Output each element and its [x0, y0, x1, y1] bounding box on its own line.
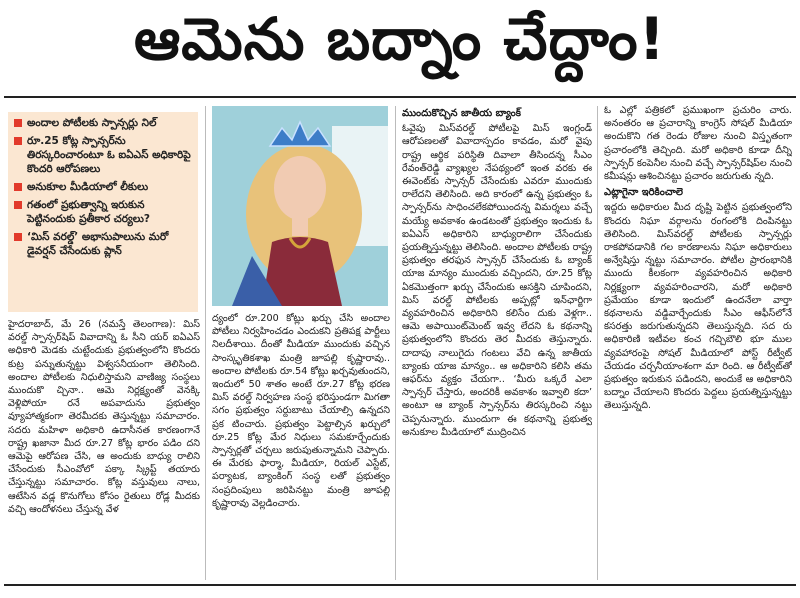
highlight-item: గతంలో ప్రభుత్వాన్ని ఇరుకున పెట్టినందుకు ప్రతీకార చర్యలు? [14, 198, 192, 226]
highlight-item: రూ.25 కోట్ల స్పాన్సర్‌ను తిరస్కరించారంటూ ఓ ఐఏఎస్ అధికారిపై కొందరి ఆరోపణలు [14, 134, 192, 176]
highlight-item: అందాల పోటీలకు స్పాన్సర్లు నిల్ [14, 116, 192, 130]
headline: ఆమెను బద్నాం చేద్దాం! [133, 4, 667, 73]
bullet-icon [14, 201, 22, 209]
subheading: ముందుకొచ్చిన జాతీయ బ్యాంక్ [402, 108, 521, 119]
highlight-item: అనుకూల మీడియాలో లీకులు [14, 180, 192, 194]
body-text: ఇద్దరు అధికారుల మీద దృష్టి పెట్టిన ప్రభుత్వంలోని కొందరు నిఘా వర్గాలను రంగంలోకి దింపినట్టు తెలిసింది. మిస్‌వరల్డ్ పోటీలకు స్పాన్సర్లు రాకపోవడానికి గల కారణాలను నిఘా అధికారులు అన్వేషిస్తు న్నట్టు సమాచారం. పోటీల ప్రారంభానికి ముందు కీలకంగా వ్యవహరించిన అధికారి నిర్లక్ష్యంగా వ్యవహరించారని, మరో అధికారి ప్రమేయం కూడా ఇందులో ఉందనేలా వార్తా కథనాలను వడ్డివార్చేందుకు సీఎం ఆఫీస్‌లోనే కసరత్తు జరుగుతున్నదని తెలుస్తున్నది. సద రు అధికారిణి ఇటీవల కంచ గచ్చిబౌలి భూ ముల వ్యవహారంపై సోషల్ మీడియాలో పోస్ట్ రీట్వీట్ చేయడం చర్చనీయాంశంగా మా రింది. ఆ రీట్వీట్‌తో ప్రభుత్వం ఇరుకున పడిందని, అందుకే ఆ అధికారిని బద్నాం చేయాలని కొందరు పెద్దలు ప్రయత్నిస్తున్నట్టు తెలుస్తున్నది. [604, 202, 792, 412]
article-column-2 [212, 312, 390, 580]
article-column-4 [604, 104, 792, 580]
column-divider [205, 106, 206, 580]
bullet-icon [14, 137, 22, 145]
photo-illustration [212, 106, 388, 306]
body-text: ఓవైపు మిస్‌వరల్డ్ పోటీలపై మిస్ ఇంగ్లండ్ ఆరోపణలతో వివాదాస్పదం కావడం, మరో వైపు రాష్ట్ర ఆర్థిక పరిస్థితి దివాలా తీసిందన్న సీఎం రేవంత్‌రెడ్డి వ్యాఖ్యల నేపథ్యంలో ఇంత వరకు ఈ ఈవెంట్‌కు స్పాన్సర్ చేసేందుకు ఎవరూ ముందుకు రాలేదని తెలిసింది. అది కారంలో ఉన్న ప్రభుత్వం ఓ స్పాన్సర్‌ను సాధించలేకపోయిందన్న విమర్శలు వచ్చే మయ్యే అవకాశం ఉండటంతో ప్రభుత్వం ఇందుకు ఓ ఐఏఎస్ అధికారిని బాధ్యురాలిగా చేసేందుకు ప్రయత్నిస్తున్నట్టు తెలిసింది. అందాల పోటీలకు రాష్ట్ర ప్రభుత్వం తరఫున స్పాన్సర్ చేసేందుకు ఓ బ్యాంక్ యాజ మాన్యం ముందుకు వచ్చిందని, రూ.25 కోట్ల ఏకమొత్తంగా ఖర్చు చేసేందుకు ఆసక్తిని చూపిందని, మిస్ వరల్డ్ పోటీలకు అప్పట్లో ఇన్‌ఛార్జిగా వ్యవహరించిన అధికారిని కలిసేం దుకు వెళ్లగా.. ఆమె అపాయింట్‌మెంట్ ఇవ్వ లేదని ఓ కథనాన్ని ప్రభుత్వంలోని కొందరు తెర మీదకు తెస్తున్నారు. దాదాపు నాలుగైదు గంటలు వేచి ఉన్న జాతీయ బ్యాంకు యాజ మాన్యం.. ఆ అధికారిని కలిసి తమ ఆఫర్‌ను వ్యక్తం చేయగా.. ‘మీరు ఒక్కరే ఎలా స్పాన్సర్ చేస్తారు, అందరికీ అవకాశం ఇవ్వాలి కదా’ అంటూ ఆ బ్యాంక్ స్పాన్సర్‌ను తిరస్కరించి నట్టు చెప్పనున్నారు. ముందుగా ఈ కథనాన్ని ప్రభుత్వ అనుకూల మీడియాలో ముద్రించిన [402, 123, 592, 438]
column-divider [395, 106, 396, 580]
column-divider [597, 106, 598, 580]
body-text: ఓ ఎల్లో పత్రికలో ప్రముఖంగా ప్రచురిం చారు. అనంతరం ఆ ప్రచారాన్ని కాంగ్రెస్ సోషల్ మీడియా అందుకొని గత రెండు రోజుల నుంచి విస్తృతంగా ప్రచారంలోకి తెచ్చింది. మరో అధికారి కూడా దీన్ని స్పాన్సర్ కంపెనీల నుంచి వచ్చే స్పాన్సర్‌షిప్‌ల నుంచి కమీషన్లు ఆశించినట్టు ప్రచారం జరుగుతు న్నది. [604, 105, 792, 183]
article-column-3 [402, 104, 592, 580]
highlight-item: ‘మిస్ వరల్డ్’ అభాసుపాలును మరో డైవర్షన్ చేసేందుకు ప్లాన్ [14, 230, 192, 258]
body-text: హైదరాబాద్, మే 26 (నమస్తే తెలంగాణ): మిస్ వరల్డ్ స్పాన్సర్‌షిప్ వివాదాన్ని ఓ సీని యర్ ఐఏఎస్ అధికారి మెడకు చుట్టేందుకు ప్రభుత్వంలోని కొందరు కుట్ర పన్నుతున్నట్టు విశ్వసనీయంగా తెలిసింది. అందాల పోటీలకు నిధులిస్తామని వాణిజ్య సంస్థలు ముందుకొ చ్చినా.. ఆమె నిర్లక్ష్యంతో వెనక్కి వెళ్లిపోయా రనే అపవాదును ప్రభుత్వం వ్యూహాత్మకంగా తెరమీదకు తెస్తున్నట్టు సమాచారం. సదరు మహిళా అధికారి ఉదాసీనత కారణంగానే రాష్ట్ర ఖజానా మీద రూ.27 కోట్ల భారం పడిం దని ఆమెపై ఆరోపణ చేసి, ఆ అందుకు బాధ్యు రాలిని చేసేందుకు సీఎంవోలో పక్కా స్క్రిప్ట్ తయారు చేస్తున్నట్టు సమాచారం. కోట్ల వస్తువులు నాలు, ఆటేసిన వడ్ల కొనుగోలు కోసం రైతులు రోడ్ల మీదకు వచ్చి ఆందోళనలు చేస్తున్న వేళ [8, 319, 200, 515]
article-column-1 [8, 318, 200, 580]
body-text: ద్యంలో రూ.200 కోట్లు ఖర్చు చేసి అందాల పోటీలు నిర్వహించడం ఎందుకని ప్రతిపక్ష పార్టీలు నిలదీశాయి. దీంతో మీడియా ముందుకు వచ్చిన సాంస్కృతికశాఖ మంత్రి జూపల్లి కృష్ణారావు.. అందాల పోటీలకు రూ.54 కోట్లు ఖర్చవుతుందని, ఇందులో 50 శాతం అంటే రూ.27 కోట్ల భరణ మిస్ వరల్డ్ నిర్వహణ సంస్థ భరిస్తుండగా మిగతా సగం ప్రభుత్వం సర్దుబాటు చేయాల్సి ఉన్నదని ప్రక టించారు. ప్రభుత్వం పెట్టాల్సిన ఖర్చులో రూ.25 కోట్ల మేర నిధులు సమకూర్చేందుకు స్పాన్సర్లతో చర్చలు జరుపుతున్నామని చెప్పారు. ఈ మేరకు ఫార్మా, మీడియా, రియల్ ఎస్టేట్, పర్యాటక, బ్యాంకింగ్ సంస్థ లతో ప్రభుత్వం సంప్రదింపులు జరిపినట్టు మంత్రి జూపల్లి కృష్ణారావు వెల్లడించారు. [212, 313, 390, 509]
highlights-box [8, 112, 198, 312]
subheading: ఎట్లాగైనా ఇరికించాలె [604, 187, 683, 199]
bullet-icon [14, 183, 22, 191]
contestant-photo [212, 106, 388, 306]
bullet-icon [14, 233, 22, 241]
headline-rule [4, 96, 796, 98]
bullet-icon [14, 119, 22, 127]
bottom-rule [4, 584, 796, 586]
